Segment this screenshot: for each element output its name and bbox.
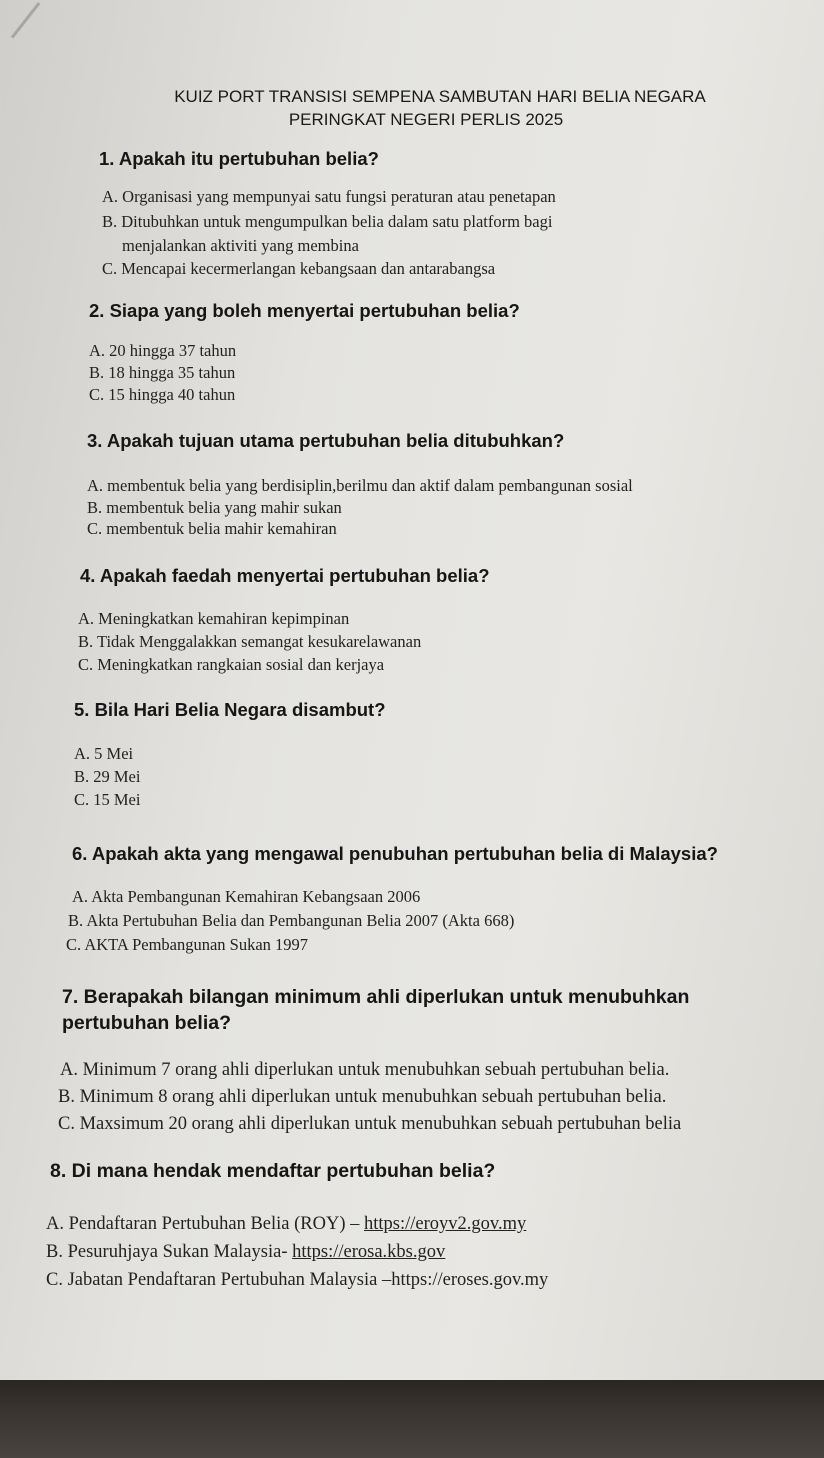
q1-option-c: C. Mencapai kecermerlangan kebangsaan dan antarabangsa: [102, 259, 496, 278]
question-3: 3. Apakah tujuan utama pertubuhan belia ditubuhkan?: [87, 430, 565, 451]
q3-option-a: A. membentuk belia yang berdisiplin,berilmu dan aktif dalam pembangunan sosial: [87, 476, 633, 495]
q5-option-a: A. 5 Mei: [74, 744, 134, 763]
q2-option-b: B. 18 hingga 35 tahun: [89, 363, 236, 382]
q4-option-b: B. Tidak Menggalakkan semangat kesukarelawanan: [78, 632, 422, 651]
q1-option-a: A. Organisasi yang mempunyai satu fungsi peraturan atau penetapan: [102, 187, 556, 206]
pen-mark: [11, 2, 40, 39]
question-8: 8. Di mana hendak mendaftar pertubuhan belia?: [50, 1160, 496, 1182]
question-1: 1. Apakah itu pertubuhan belia?: [99, 148, 379, 169]
question-5: 5. Bila Hari Belia Negara disambut?: [74, 699, 386, 720]
q6-option-a: A. Akta Pembangunan Kemahiran Kebangsaan 2006: [72, 887, 421, 906]
q1-option-b: B. Ditubuhkan untuk mengumpulkan belia dalam satu platform bagi: [102, 212, 553, 231]
q2-option-a: A. 20 hingga 37 tahun: [89, 341, 237, 360]
question-4: 4. Apakah faedah menyertai pertubuhan belia?: [80, 565, 490, 586]
q7-option-a: A. Minimum 7 orang ahli diperlukan untuk menubuhkan sebuah pertubuhan belia.: [60, 1060, 670, 1080]
q6-option-b: B. Akta Pertubuhan Belia dan Pembangunan Belia 2007 (Akta 668): [68, 911, 515, 930]
q3-option-b: B. membentuk belia yang mahir sukan: [87, 498, 342, 517]
q8-option-b: [46, 1242, 445, 1263]
q2-option-c: C. 15 hingga 40 tahun: [89, 385, 236, 404]
question-7-cont: pertubuhan belia?: [62, 1012, 232, 1034]
q8-option-c: C. Jabatan Pendaftaran Pertubuhan Malaysia –https://eroses.gov.my: [46, 1270, 549, 1290]
q8-option-a-label: A. Pendaftaran Pertubuhan Belia (ROY) –: [46, 1214, 365, 1234]
question-6: 6. Apakah akta yang mengawal penubuhan pertubuhan belia di Malaysia?: [72, 843, 718, 864]
q5-option-c: C. 15 Mei: [74, 790, 141, 809]
page-bottom-edge: [0, 1380, 824, 1458]
q8-option-b-link[interactable]: https://erosa.kbs.gov: [292, 1242, 446, 1262]
q4-option-c: C. Meningkatkan rangkaian sosial dan kerjaya: [78, 655, 385, 674]
quiz-title-line-1: KUIZ PORT TRANSISI SEMPENA SAMBUTAN HARI BELIA NEGARA: [174, 87, 706, 106]
q7-option-c: C. Maxsimum 20 orang ahli diperlukan untuk menubuhkan sebuah pertubuhan belia: [58, 1114, 682, 1134]
quiz-title-line-2: PERINGKAT NEGERI PERLIS 2025: [288, 110, 564, 129]
q1-option-b-cont: menjalankan aktiviti yang membina: [122, 236, 359, 255]
q8-option-b-label: B. Pesuruhjaya Sukan Malaysia-: [46, 1242, 293, 1262]
question-7: 7. Berapakah bilangan minimum ahli diperlukan untuk menubuhkan: [62, 986, 690, 1008]
q3-option-c: C. membentuk belia mahir kemahiran: [87, 519, 337, 538]
q8-option-a: [46, 1214, 526, 1235]
q7-option-b: B. Minimum 8 orang ahli diperlukan untuk menubuhkan sebuah pertubuhan belia.: [58, 1087, 667, 1107]
q6-option-c: C. AKTA Pembangunan Sukan 1997: [66, 935, 309, 954]
q5-option-b: B. 29 Mei: [74, 767, 141, 786]
q8-option-a-link[interactable]: https://eroyv2.gov.my: [364, 1214, 527, 1234]
question-2: 2. Siapa yang boleh menyertai pertubuhan belia?: [89, 300, 520, 321]
q4-option-a: A. Meningkatkan kemahiran kepimpinan: [78, 609, 350, 628]
